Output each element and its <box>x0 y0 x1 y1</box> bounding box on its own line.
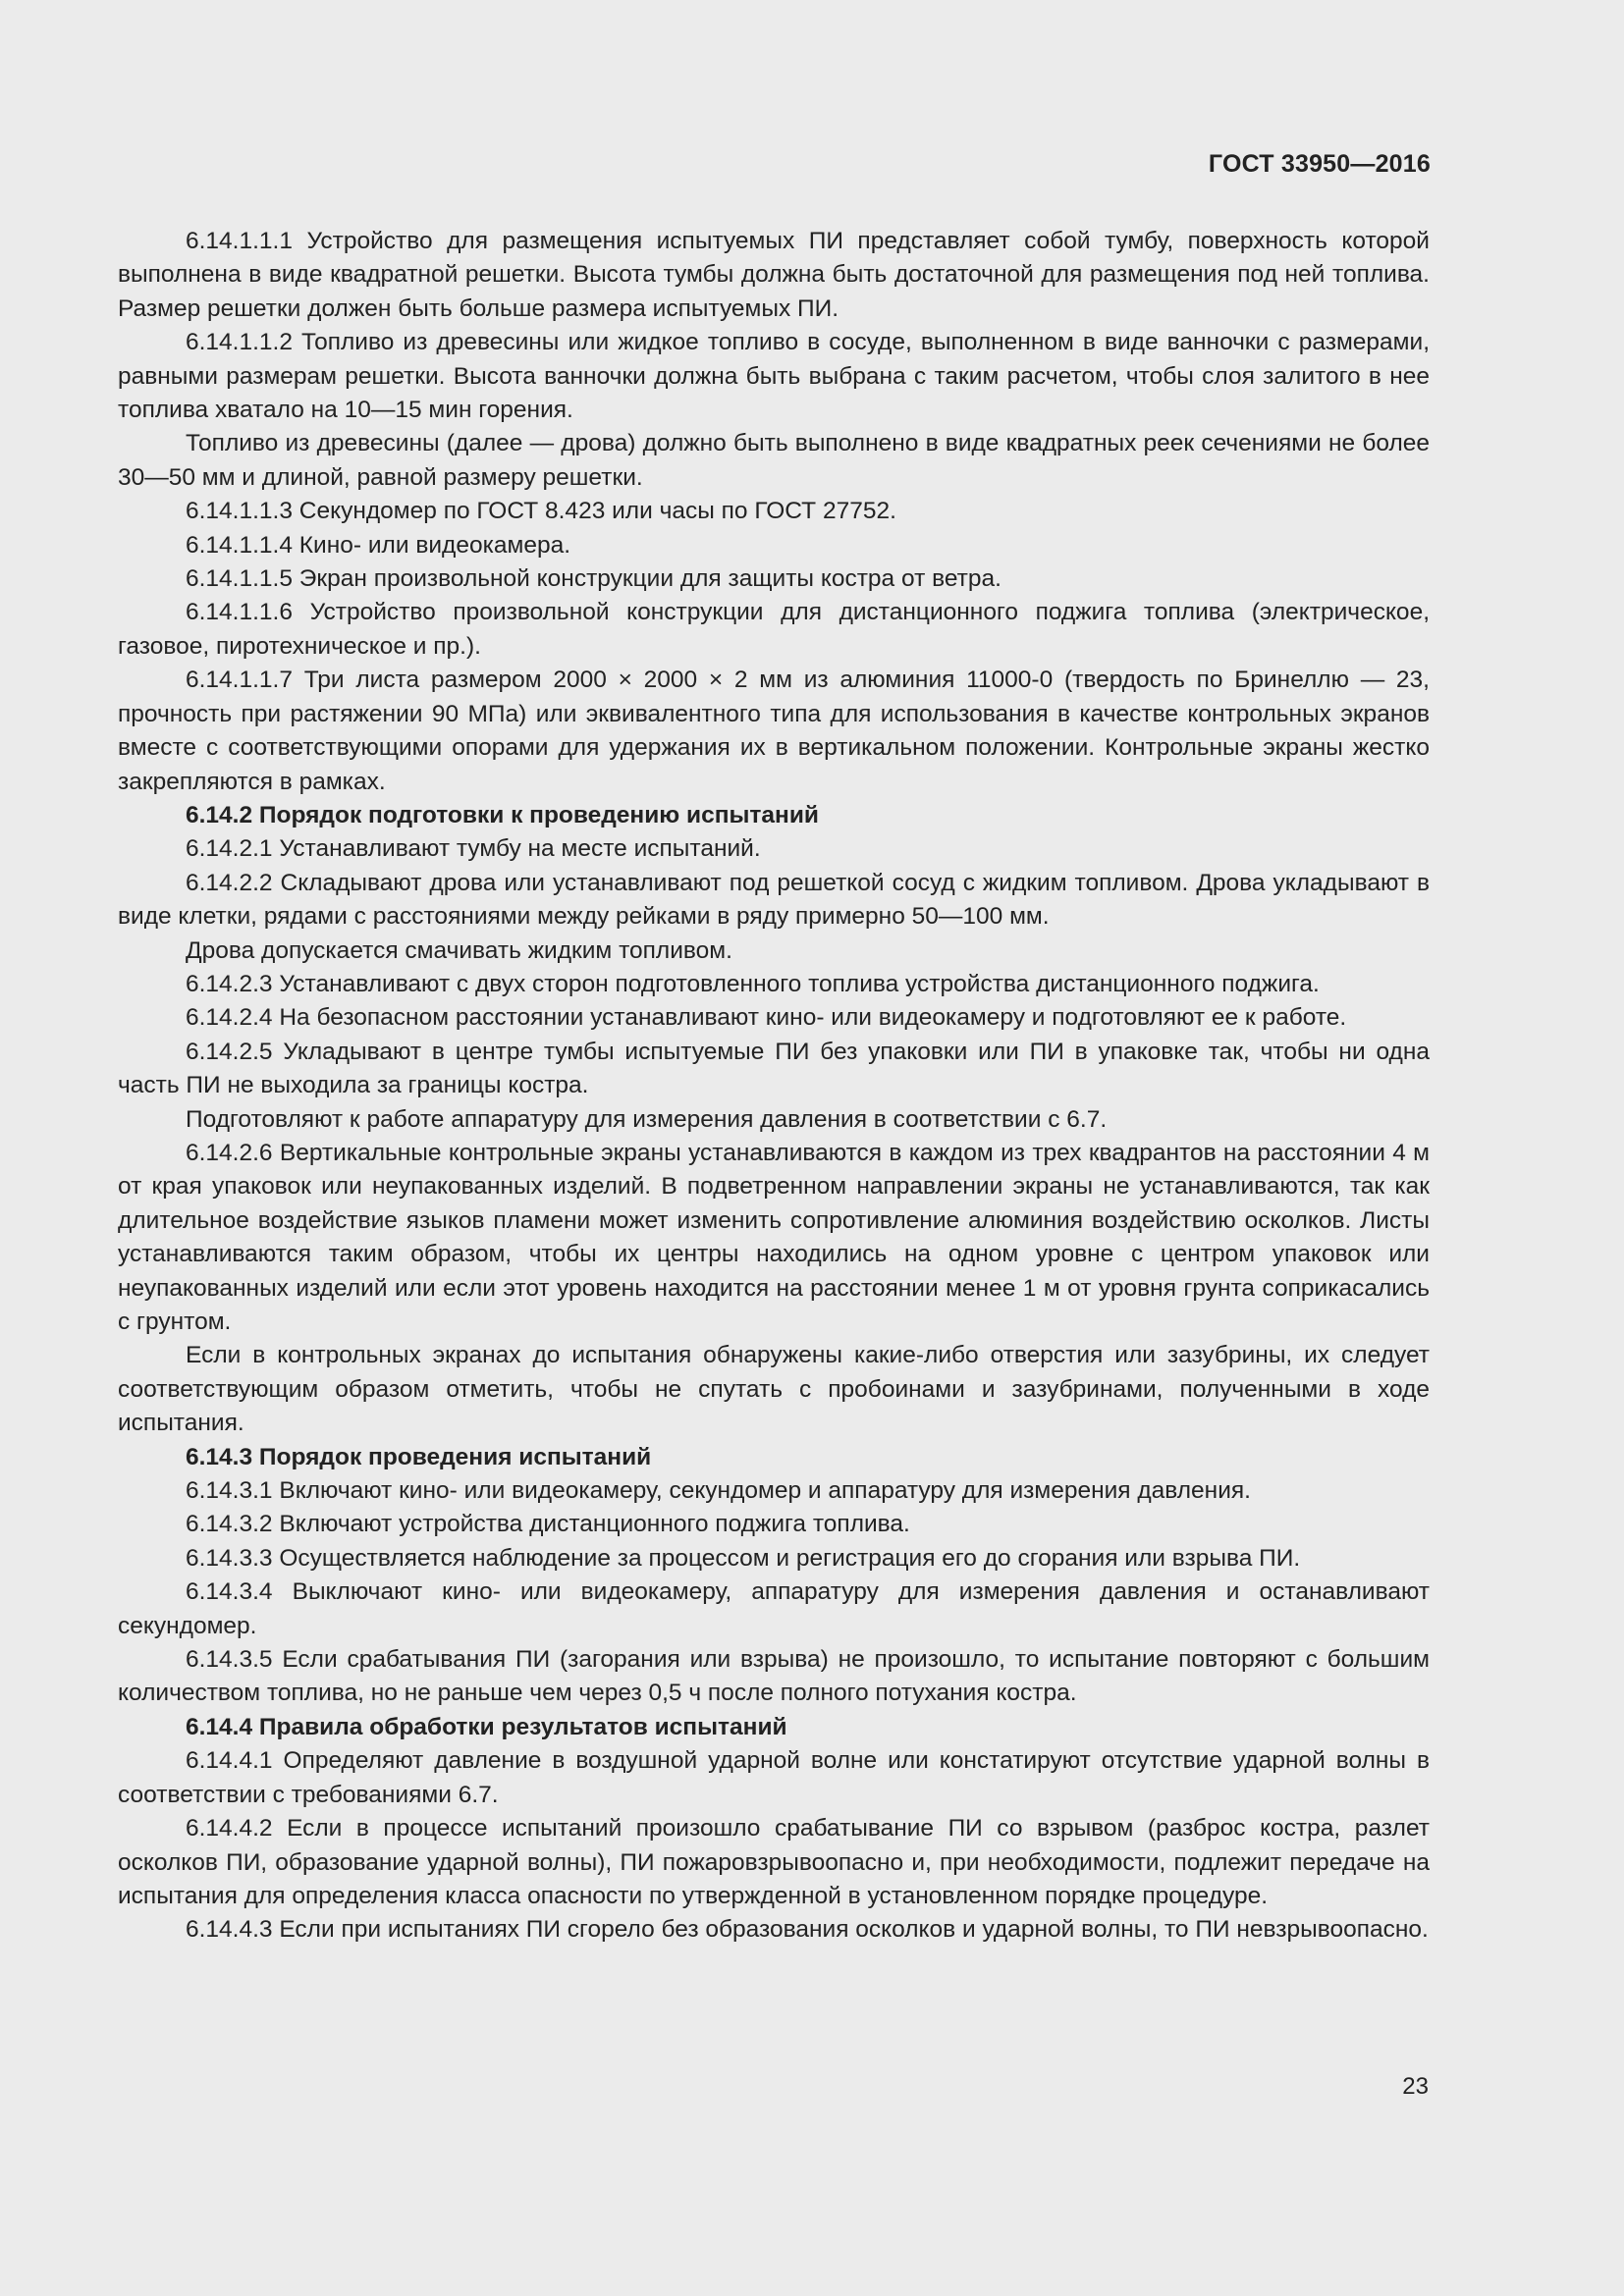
paragraph-6-14-3-3: 6.14.3.3 Осуществляется наблюдение за процессом и регистрация его до сгорания или взрыва ПИ. <box>186 1544 1301 1572</box>
paragraph-6-14-1-1-6: 6.14.1.1.6 Устройство произвольной конструкции для дистанционного поджига топлива (электрическое, газовое, пиротехническое и пр.). <box>118 599 1430 660</box>
document-body <box>118 225 1430 1948</box>
paragraph-6-14-2-3: 6.14.2.3 Устанавливают с двух сторон подготовленного топлива устройства дистанционного поджига. <box>186 970 1320 997</box>
paragraph-6-14-2-5: 6.14.2.5 Укладывают в центре тумбы испытуемые ПИ без упаковки или ПИ в упаковке так, чтобы ни одна часть ПИ не выходила за границы костра. <box>118 1038 1430 1099</box>
paragraph-6-14-3-4: 6.14.3.4 Выключают кино- или видеокамеру, аппаратуру для измерения давления и останавливают секундомер. <box>118 1578 1430 1639</box>
paragraph-firewood-definition: Топливо из древесины (далее — дрова) должно быть выполнено в виде квадратных реек сечениями не более 30—50 мм и длиной, равной размеру решетки. <box>118 430 1430 491</box>
paragraph-6-14-1-1-5: 6.14.1.1.5 Экран произвольной конструкции для защиты костра от ветра. <box>186 565 1001 593</box>
paragraph-6-14-4-1: 6.14.4.1 Определяют давление в воздушной ударной волне или констатируют отсутствие ударной волны в соответствии с требованиями 6.7. <box>118 1747 1430 1808</box>
paragraph-6-14-4-3: 6.14.4.3 Если при испытаниях ПИ сгорело без образования осколков и ударной волны, то ПИ невзрывоопасно. <box>186 1916 1429 1944</box>
standard-header: ГОСТ 33950—2016 <box>1208 150 1431 178</box>
paragraph-6-14-2-2: 6.14.2.2 Складывают дрова или устанавливают под решеткой сосуд с жидким топливом. Дрова укладывают в виде клетки, рядами с расстояниями между рейками в ряду примерно 50—100 мм. <box>118 869 1430 931</box>
section-heading-6-14-3: 6.14.3 Порядок проведения испытаний <box>186 1443 652 1470</box>
paragraph-6-14-3-2: 6.14.3.2 Включают устройства дистанционного поджига топлива. <box>186 1511 910 1538</box>
page-number: 23 <box>1402 2073 1429 2100</box>
paragraph-6-14-3-1: 6.14.3.1 Включают кино- или видеокамеру, секундомер и аппаратуру для измерения давления. <box>186 1477 1251 1505</box>
paragraph-6-14-1-1-4: 6.14.1.1.4 Кино- или видеокамера. <box>186 531 570 559</box>
paragraph-6-14-2-1: 6.14.2.1 Устанавливают тумбу на месте испытаний. <box>186 835 761 863</box>
paragraph-6-14-4-2: 6.14.4.2 Если в процессе испытаний произошло срабатывание ПИ со взрывом (разброс костра, разлет осколков ПИ, образование ударной волны), ПИ пожаровзрывоопасно и, при необходимости, подлежит передаче на испытания для определения класса опасности по утвержденной в установленном порядке процедуре. <box>118 1815 1430 1909</box>
paragraph-6-14-1-1-2: 6.14.1.1.2 Топливо из древесины или жидкое топливо в сосуде, выполненном в виде ванночки с размерами, равными размерам решетки. Высота ванночки должна быть выбрана с таким расчетом, чтобы слоя залитого в нее топлива хватало на 10—15 мин горения. <box>118 329 1430 424</box>
paragraph-pressure-equipment: Подготовляют к работе аппаратуру для измерения давления в соответствии с 6.7. <box>186 1105 1108 1133</box>
paragraph-6-14-2-6: 6.14.2.6 Вертикальные контрольные экраны устанавливаются в каждом из трех квадрантов на расстоянии 4 м от края упаковок или неупакованных изделий. В подветренном направлении экраны не устанавливаются, так как длительное воздействие языков пламени может изменить сопротивление алюминия воздействию осколков. Листы устанавливаются таким образом, чтобы их центры находились на одном уровне с центром упаковок или неупакованных изделий или если этот уровень находится на расстоянии менее 1 м от уровня грунта соприкасались с грунтом. <box>118 1139 1430 1335</box>
section-heading-6-14-2: 6.14.2 Порядок подготовки к проведению испытаний <box>186 801 819 828</box>
paragraph-6-14-1-1-3: 6.14.1.1.3 Секундомер по ГОСТ 8.423 или часы по ГОСТ 27752. <box>186 498 896 525</box>
paragraph-6-14-3-5: 6.14.3.5 Если срабатывания ПИ (загорания или взрыва) не произошло, то испытание повторяют с большим количеством топлива, но не раньше чем через 0,5 ч после полного потухания костра. <box>118 1646 1430 1707</box>
paragraph-6-14-2-4: 6.14.2.4 На безопасном расстоянии устанавливают кино- или видеокамеру и подготовляют ее к работе. <box>186 1004 1347 1032</box>
paragraph-6-14-1-1-1: 6.14.1.1.1 Устройство для размещения испытуемых ПИ представляет собой тумбу, поверхность которой выполнена в виде квадратной решетки. Высота тумбы должна быть достаточной для размещения под ней топлива. Размер решетки должен быть больше размера испытуемых ПИ. <box>118 228 1430 322</box>
paragraph-6-14-1-1-7: 6.14.1.1.7 Три листа размером 2000 × 2000 × 2 мм из алюминия 11000-0 (твердость по Бринеллю — 23, прочность при растяжении 90 МПа) или эквивалентного типа для использования в качестве контрольных экранов вместе с соответствующими опорами для удержания их в вертикальном положении. Контрольные экраны жестко закрепляются в рамках. <box>118 667 1430 795</box>
paragraph-firewood-wetting: Дрова допускается смачивать жидким топливом. <box>186 936 732 964</box>
section-heading-6-14-4: 6.14.4 Правила обработки результатов испытаний <box>186 1713 787 1740</box>
paragraph-screen-marks: Если в контрольных экранах до испытания обнаружены какие-либо отверстия или зазубрины, их следует соответствующим образом отметить, чтобы не спутать с пробоинами и зазубринами, полученными в ходе испытания. <box>118 1342 1430 1437</box>
